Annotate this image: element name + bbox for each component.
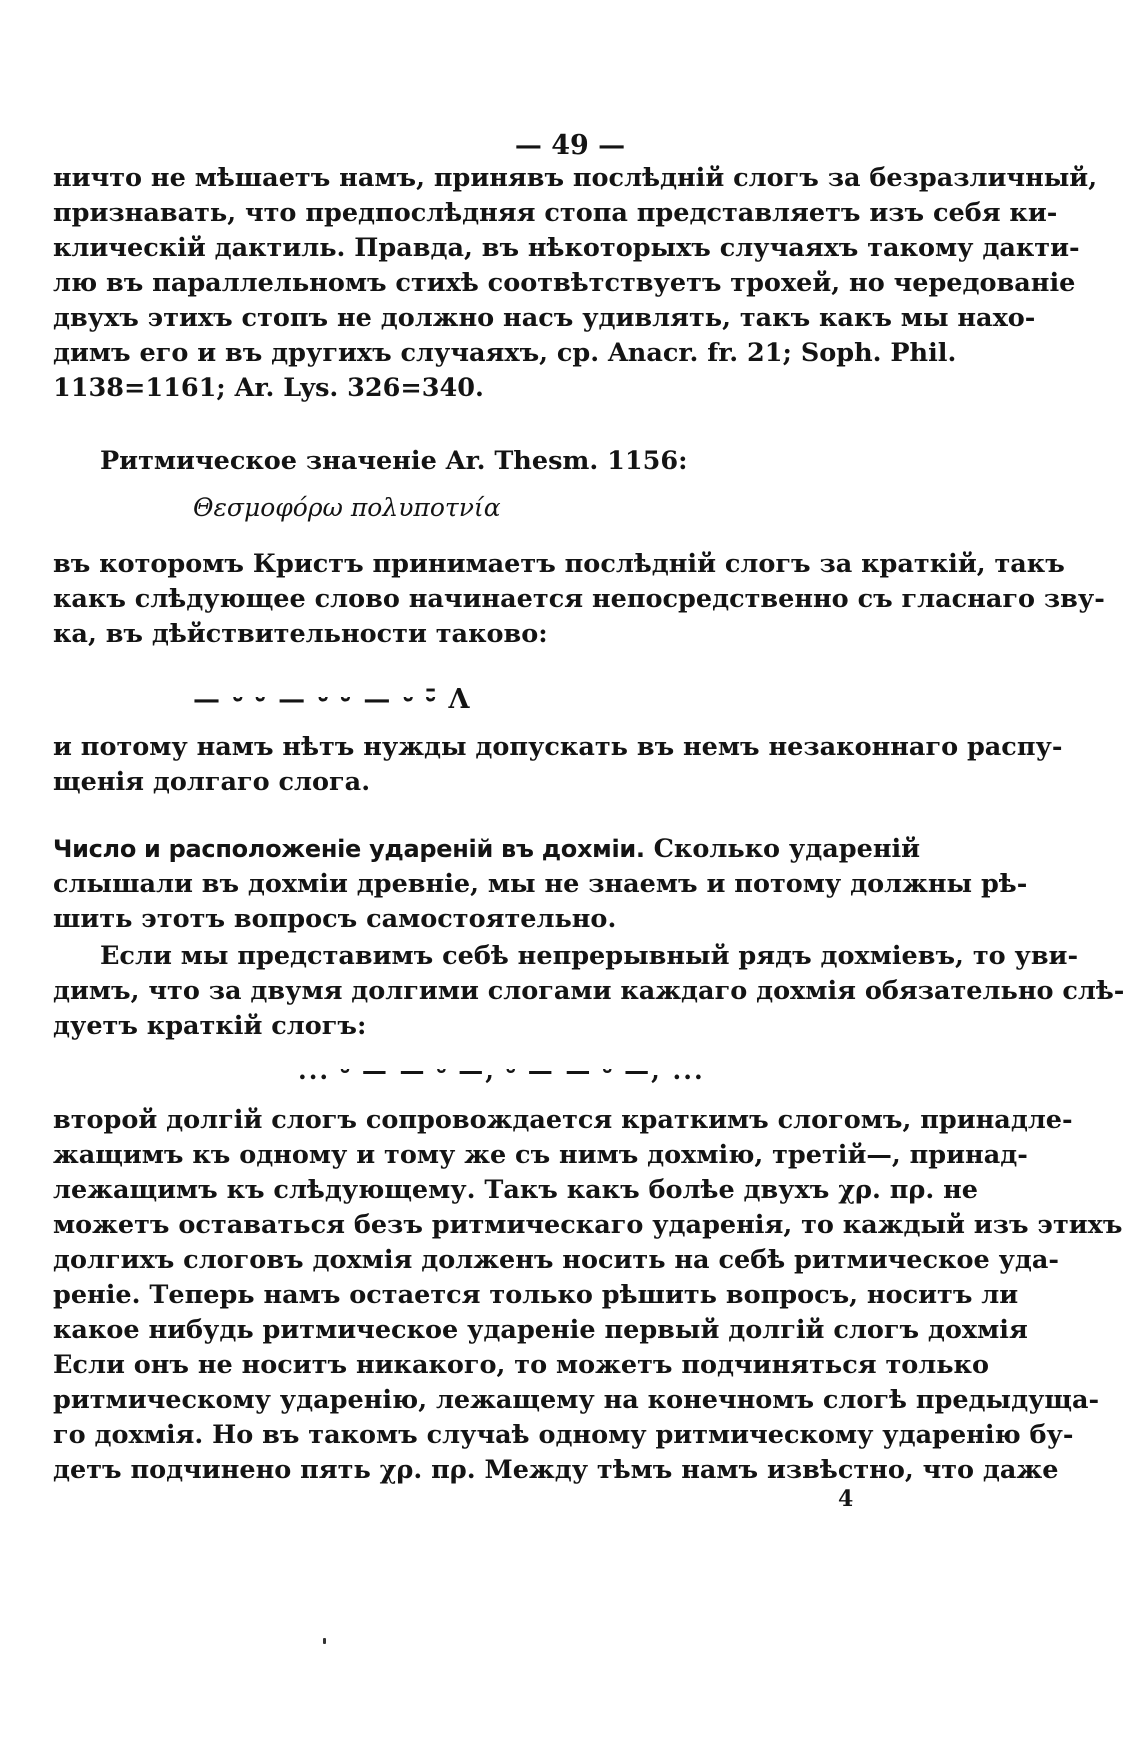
text-line: и потому намъ нѣтъ нужды допускать въ немъ незаконнаго распу- [53, 732, 1063, 762]
metrical-scheme: — ⏑ ⏑ — ⏑ ⏑ — ⏑ ⏑̄ Λ [193, 684, 472, 715]
section-heading-line [53, 832, 921, 867]
text-line: реніе. Теперь намъ остается только рѣшить вопросъ, носитъ ли [53, 1280, 1019, 1310]
text-line: какое нибудь ритмическое удареніе первый долгій слогъ дохмія [53, 1315, 1028, 1345]
text-line: можетъ оставаться безъ ритмическаго ударенія, то каждый изъ этихъ [53, 1210, 1123, 1240]
text-line: лежащимъ къ слѣдующему. Такъ какъ болѣе двухъ χρ. πρ. не [53, 1175, 978, 1205]
text-line: шить этотъ вопросъ самостоятельно. [53, 904, 617, 934]
greek-quote: Θεσμοφόρω πολυποτνία [193, 493, 501, 522]
section-heading: Число и расположеніе удареній въ дохміи. [53, 835, 645, 863]
paragraph-3 [53, 939, 1125, 1044]
paragraph-2-continued [53, 730, 1063, 800]
page-number: — 49 — [514, 130, 626, 161]
text-line: второй долгій слогъ сопровождается краткимъ слогомъ, принадле- [53, 1105, 1073, 1135]
text-line: двухъ этихъ стопъ не должно насъ удивлять, такъ какъ мы нахо- [53, 303, 1036, 333]
metrical-series: ... ⏑ — — ⏑ —, ⏑ — — ⏑ —, ... [298, 1056, 705, 1085]
text-line: димъ, что за двумя долгими слогами каждаго дохмія обязательно слѣ- [53, 976, 1125, 1006]
text-line: щенія долгаго слога. [53, 767, 371, 797]
text-line: въ которомъ Кристъ принимаетъ послѣдній слогъ за краткій, такъ [53, 549, 1065, 579]
text-line: дуетъ краткій слогъ: [53, 1011, 367, 1041]
text-line: детъ подчинено пять χρ. πρ. Между тѣмъ намъ извѣстно, что даже [53, 1455, 1059, 1485]
text-line: 1138=1161; Ar. Lys. 326=340. [53, 373, 484, 403]
text-line: лю въ параллельномъ стихѣ соотвѣтствуетъ трохей, но чередованіе [53, 268, 1076, 298]
text-line: слышали въ дохміи древніе, мы не знаемъ и потому должны рѣ- [53, 869, 1028, 899]
text-line: жащимъ къ одному и тому же съ нимъ дохмію, третій—, принад- [53, 1140, 1028, 1170]
paragraph-3-continued [53, 1103, 1123, 1488]
section-paragraph [53, 832, 1028, 937]
text-line: ка, въ дѣйствительности таково: [53, 619, 548, 649]
text-line: Если мы представимъ себѣ непрерывный рядъ дохміевъ, то уви- [100, 941, 1079, 971]
text-line: какъ слѣдующее слово начинается непосредственно съ гласнаго зву- [53, 584, 1105, 614]
text-line: димъ его и въ другихъ случаяхъ, ср. Anacr. fr. 21; Soph. Phil. [53, 338, 957, 368]
rhythm-intro-line: Ритмическое значеніе Ar. Thesm. 1156: [100, 446, 688, 476]
ink-speck [323, 1638, 326, 1644]
section-heading-continuation: Сколько удареній [644, 834, 921, 864]
text-line: го дохмія. Но въ такомъ случаѣ одному ритмическому ударенію бу- [53, 1420, 1074, 1450]
text-line: ритмическому ударенію, лежащему на конечномъ слогѣ предыдуща- [53, 1385, 1100, 1415]
paragraph-2 [53, 547, 1105, 652]
paragraph-1 [53, 161, 1098, 406]
text-line: долгихъ слоговъ дохмія долженъ носить на себѣ ритмическое уда- [53, 1245, 1059, 1275]
text-line: признавать, что предпослѣдняя стопа представляетъ изъ себя ки- [53, 198, 1058, 228]
text-line: клическій дактиль. Правда, въ нѣкоторыхъ случаяхъ такому дакти- [53, 233, 1080, 263]
text-line: ничто не мѣшаетъ намъ, принявъ послѣдній слогъ за безразличный, [53, 163, 1098, 193]
signature-mark: 4 [838, 1486, 854, 1512]
text-line: Если онъ не носитъ никакого, то можетъ подчиняться только [53, 1350, 989, 1380]
